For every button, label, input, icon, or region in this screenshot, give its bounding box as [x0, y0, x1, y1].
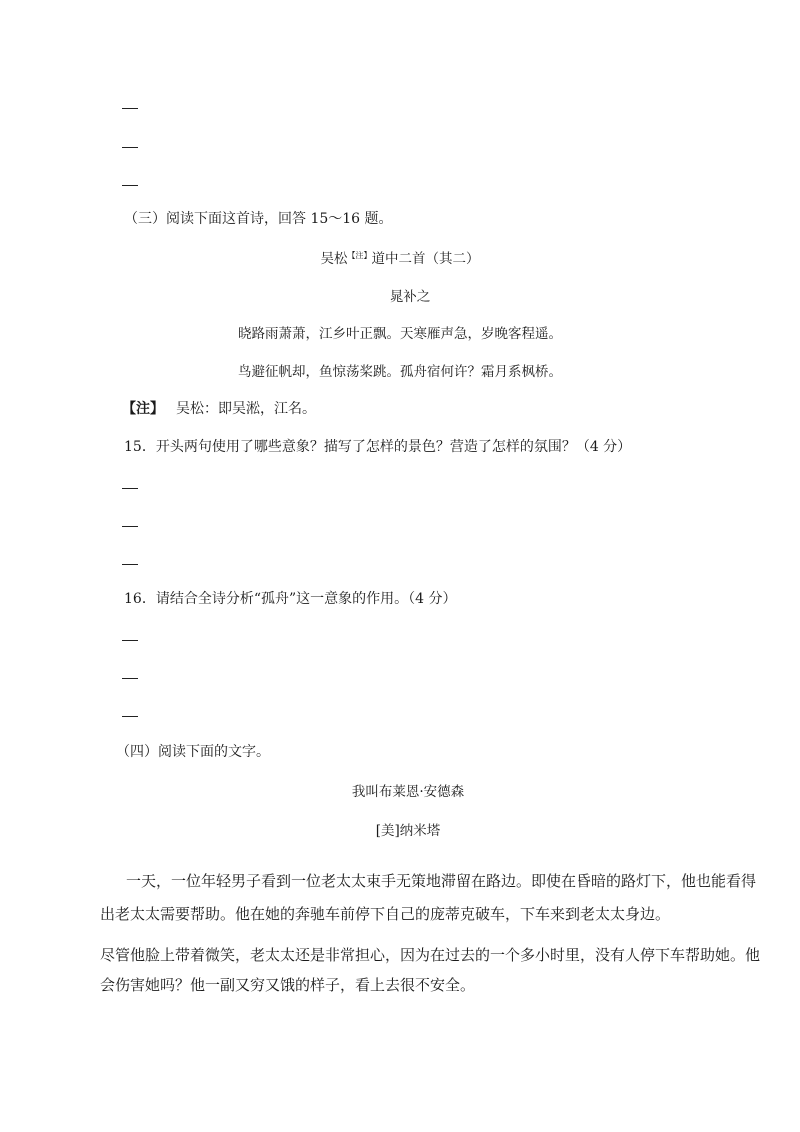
answer-blank-line[interactable]: [122, 108, 138, 109]
answer-blank-line[interactable]: [122, 716, 138, 717]
answer-blank-line[interactable]: [122, 564, 138, 565]
poem-line-1: 晓路雨萧萧，江乡叶正飘。天寒雁声急，岁晚客程遥。: [238, 326, 562, 342]
poem-note-label: 【注】: [122, 401, 164, 417]
story-title: 我叫布莱恩·安德森: [351, 784, 465, 800]
poem-line-2: 鸟避征帆却，鱼惊荡桨跳。孤舟宿何许？霜月系枫桥。: [238, 364, 562, 380]
story-paragraph-2-line-2: 会伤害她吗？他一副又穷又饿的样子，看上去很不安全。: [100, 976, 476, 994]
question-15: 15．开头两句使用了哪些意象？描写了怎样的景色？营造了怎样的氛围？（4 分）: [124, 439, 632, 455]
section-3-heading: （三）阅读下面这首诗，回答 15～16 题。: [124, 211, 393, 227]
answer-blank-line[interactable]: [122, 526, 138, 527]
poem-author: 晁补之: [389, 289, 431, 305]
question-16: 16．请结合全诗分析“孤舟”这一意象的作用。（4 分）: [124, 591, 457, 607]
answer-blank-line[interactable]: [122, 488, 138, 489]
poem-title-rest: 道中二首（其二）: [371, 251, 480, 267]
poem-note: [122, 398, 316, 418]
poem-title-place: 吴松: [320, 251, 348, 267]
story-author: [美]纳米塔: [375, 823, 441, 839]
story-paragraph-1-line-1: 一天，一位年轻男子看到一位老太太束手无策地滞留在路边。即使在昏暗的路灯下，他也能看得: [126, 872, 757, 890]
answer-blank-line[interactable]: [122, 147, 138, 148]
answer-blank-line[interactable]: [122, 678, 138, 679]
section-4-heading: （四）阅读下面的文字。: [116, 744, 270, 760]
poem-title: [0, 247, 800, 267]
story-paragraph-2-line-1: 尽管他脸上带着微笑，老太太还是非常担心，因为在过去的一个多小时里，没有人停下车帮助她。他: [100, 946, 761, 964]
poem-note-text: 吴松：即吴淞，江名。: [176, 401, 316, 417]
poem-title-note-mark: 【注】: [347, 251, 372, 260]
story-paragraph-1-line-2: 出老太太需要帮助。他在她的奔驰车前停下自己的庞蒂克破车，下车来到老太太身边。: [100, 905, 671, 923]
answer-blank-line[interactable]: [122, 640, 138, 641]
answer-blank-line[interactable]: [122, 185, 138, 186]
